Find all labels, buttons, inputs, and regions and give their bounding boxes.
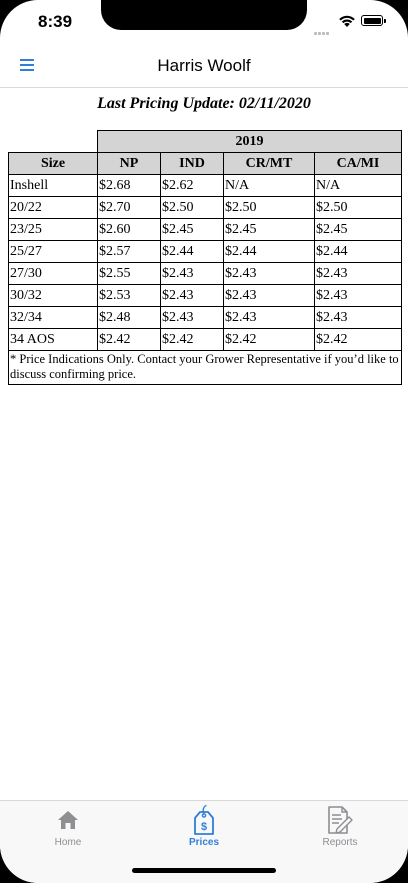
year-header: 2019 bbox=[98, 131, 402, 153]
cell-ind: $2.42 bbox=[161, 329, 224, 351]
tab-home-label: Home bbox=[54, 837, 82, 848]
cell-size: 27/30 bbox=[9, 263, 98, 285]
device-notch bbox=[101, 0, 307, 30]
column-header-cr-mt: CR/MT bbox=[224, 153, 315, 175]
svg-text:$: $ bbox=[200, 821, 208, 833]
note-row bbox=[9, 351, 402, 385]
cell-np: $2.55 bbox=[98, 263, 161, 285]
cell-np: $2.48 bbox=[98, 307, 161, 329]
cell-np: $2.42 bbox=[98, 329, 161, 351]
table-row bbox=[9, 175, 402, 197]
table-row bbox=[9, 219, 402, 241]
price-table bbox=[8, 130, 402, 385]
home-icon bbox=[57, 810, 79, 830]
column-header-size: Size bbox=[9, 153, 98, 175]
status-time: 8:39 bbox=[38, 12, 73, 31]
table-row bbox=[9, 241, 402, 263]
cell-size: 20/22 bbox=[9, 197, 98, 219]
table-row bbox=[9, 285, 402, 307]
cell-cr-mt: $2.42 bbox=[224, 329, 315, 351]
cell-np: $2.68 bbox=[98, 175, 161, 197]
cell-np: $2.57 bbox=[98, 241, 161, 263]
table-row bbox=[9, 329, 402, 351]
cell-ca-mi: $2.50 bbox=[315, 197, 402, 219]
pricing-update-heading: Last Pricing Update: 02/11/2020 bbox=[97, 95, 311, 112]
cell-size: 32/34 bbox=[9, 307, 98, 329]
cell-cr-mt: $2.43 bbox=[224, 263, 315, 285]
report-icon bbox=[325, 805, 355, 835]
cell-cr-mt: N/A bbox=[224, 175, 315, 197]
cell-size: Inshell bbox=[9, 175, 98, 197]
cell-size: 23/25 bbox=[9, 219, 98, 241]
cell-ca-mi: $2.43 bbox=[315, 263, 402, 285]
battery-icon bbox=[361, 15, 383, 26]
tab-reports-label: Reports bbox=[322, 837, 358, 848]
cell-ind: $2.43 bbox=[161, 263, 224, 285]
cellular-signal-icon bbox=[314, 22, 330, 40]
tab-prices[interactable] bbox=[136, 801, 272, 851]
price-tag-icon bbox=[193, 804, 215, 836]
cell-ca-mi: $2.42 bbox=[315, 329, 402, 351]
price-disclaimer: * Price Indications Only. Contact your Grower Representative if you’d like to discuss confirming price. bbox=[9, 351, 402, 385]
cell-size: 30/32 bbox=[9, 285, 98, 307]
column-header-ind: IND bbox=[161, 153, 224, 175]
table-row bbox=[9, 263, 402, 285]
cell-ca-mi: $2.43 bbox=[315, 285, 402, 307]
cell-ind: $2.50 bbox=[161, 197, 224, 219]
table-row bbox=[9, 197, 402, 219]
cell-cr-mt: $2.50 bbox=[224, 197, 315, 219]
column-header-np: NP bbox=[98, 153, 161, 175]
cell-ca-mi: $2.45 bbox=[315, 219, 402, 241]
cell-ind: $2.62 bbox=[161, 175, 224, 197]
cell-ca-mi: $2.43 bbox=[315, 307, 402, 329]
cell-size: 34 AOS bbox=[9, 329, 98, 351]
year-header-row bbox=[9, 131, 402, 153]
status-bar bbox=[0, 0, 408, 44]
cell-cr-mt: $2.44 bbox=[224, 241, 315, 263]
cell-cr-mt: $2.43 bbox=[224, 307, 315, 329]
cell-ind: $2.45 bbox=[161, 219, 224, 241]
cell-ca-mi: N/A bbox=[315, 175, 402, 197]
navigation-bar bbox=[0, 44, 408, 88]
cell-cr-mt: $2.43 bbox=[224, 285, 315, 307]
tab-home[interactable] bbox=[0, 801, 136, 851]
cell-ca-mi: $2.44 bbox=[315, 241, 402, 263]
tab-reports[interactable] bbox=[272, 801, 408, 851]
table-row bbox=[9, 307, 402, 329]
page-title: Harris Woolf bbox=[157, 56, 251, 75]
cell-np: $2.53 bbox=[98, 285, 161, 307]
cell-ind: $2.43 bbox=[161, 285, 224, 307]
wifi-icon bbox=[338, 14, 356, 28]
cell-size: 25/27 bbox=[9, 241, 98, 263]
cell-ind: $2.44 bbox=[161, 241, 224, 263]
tab-prices-label: Prices bbox=[188, 837, 220, 848]
home-indicator bbox=[132, 868, 276, 873]
cell-cr-mt: $2.45 bbox=[224, 219, 315, 241]
column-header-ca-mi: CA/MI bbox=[315, 153, 402, 175]
cell-ind: $2.43 bbox=[161, 307, 224, 329]
cell-np: $2.70 bbox=[98, 197, 161, 219]
column-header-row bbox=[9, 153, 402, 175]
cell-np: $2.60 bbox=[98, 219, 161, 241]
